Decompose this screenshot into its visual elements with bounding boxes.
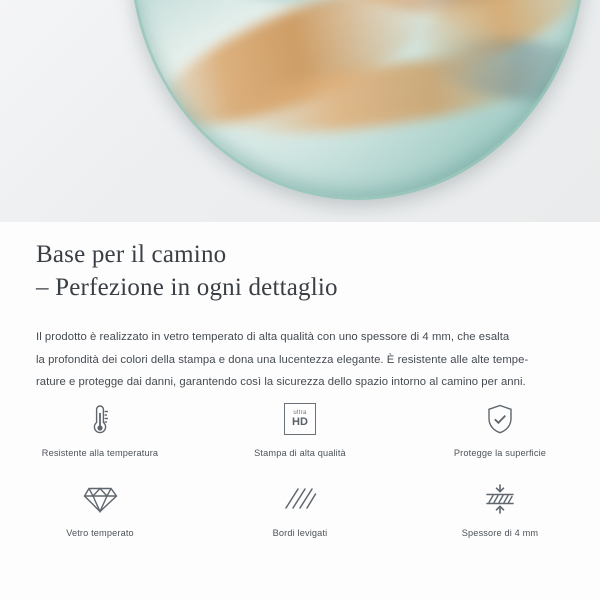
headline-line-2: – Perfezione in ogni dettaglio — [36, 274, 338, 301]
thermometer-icon — [83, 398, 117, 440]
text-content — [0, 222, 600, 394]
ultra-hd-icon — [284, 398, 316, 440]
feature-polished-edges — [200, 478, 400, 558]
description-line-3: rature e protegge dai danni, garantendo così la sicurezza dello spazio intorno al camino per anni. — [36, 376, 526, 389]
feature-surface-protection — [400, 398, 600, 478]
description-paragraph — [0, 304, 600, 394]
description-line-2: la profondità dei colori della stampa e dona una lucentezza elegante. È resistente alle alte tempe- — [36, 353, 529, 366]
ultra-hd-badge-bottom: HD — [292, 416, 308, 428]
diamond-icon — [82, 478, 118, 520]
feature-label: Resistente alla temperatura — [41, 448, 159, 458]
feature-label: Vetro temperato — [66, 528, 134, 538]
feature-temperature-resistant — [0, 398, 200, 478]
ultra-hd-badge-top: ultra — [293, 410, 307, 416]
description-line-1: Il prodotto è realizzato in vetro temperato di alta qualità con uno spessore di 4 mm, che esalta — [36, 331, 510, 343]
feature-label: Bordi levigati — [272, 528, 328, 538]
shield-check-icon — [483, 398, 517, 440]
feature-label: Protegge la superficie — [453, 448, 547, 458]
feature-label: Spessore di 4 mm — [461, 528, 539, 538]
feature-grid — [0, 398, 600, 558]
headline-line-1: Base per il camino — [36, 241, 227, 268]
hero-product-image — [0, 0, 600, 222]
feature-print-quality — [200, 398, 400, 478]
feature-thickness — [400, 478, 600, 558]
thickness-arrows-icon — [482, 478, 518, 520]
polished-edges-icon — [282, 478, 318, 520]
feature-tempered-glass — [0, 478, 200, 558]
feature-label: Stampa di alta qualità — [254, 448, 346, 458]
page-title — [0, 222, 600, 304]
